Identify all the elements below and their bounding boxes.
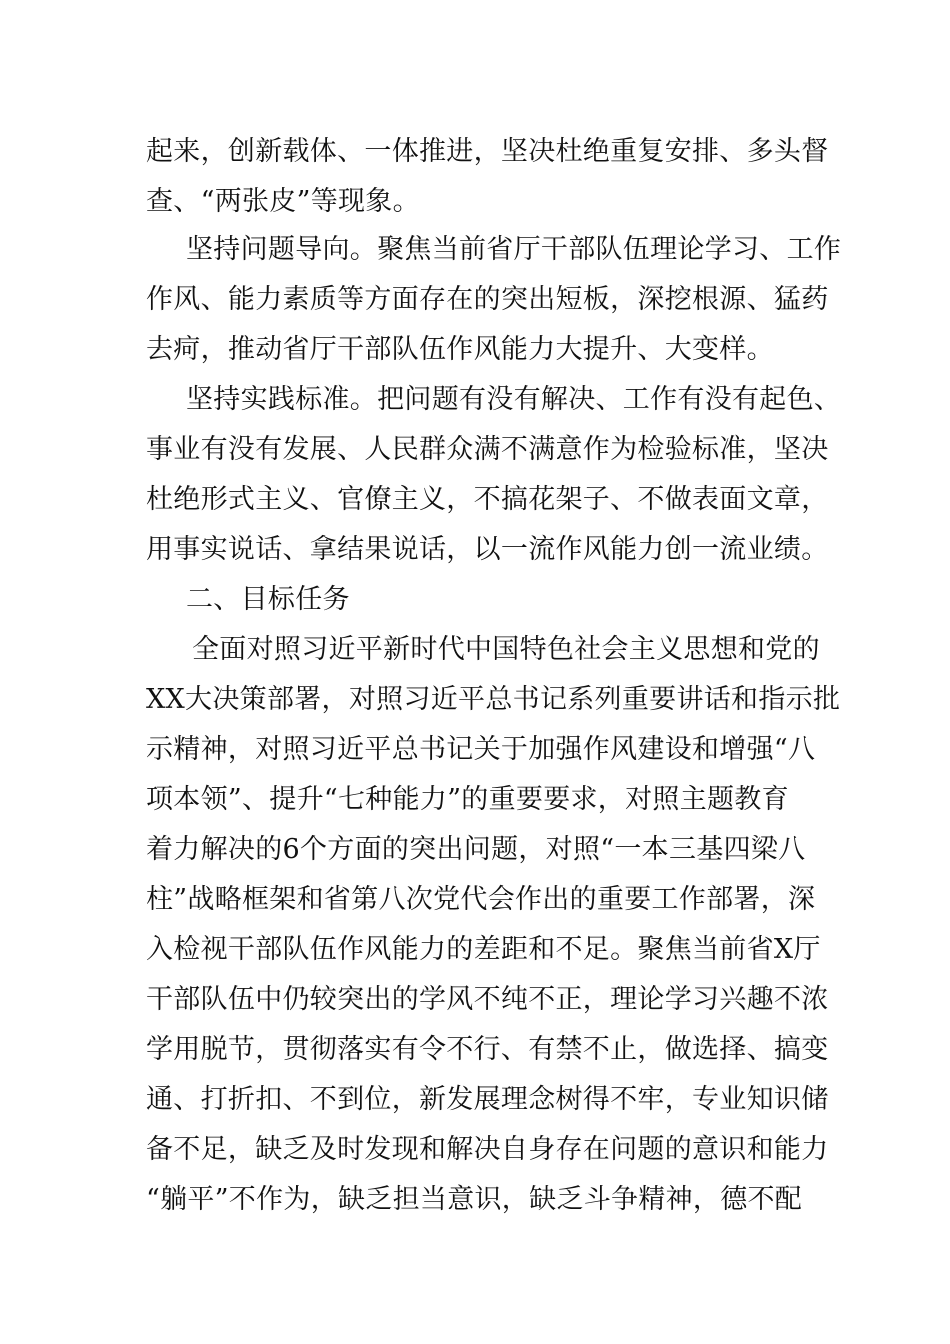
text-line: 备不足，缺乏及时发现和解决自身存在问题的意识和能力 — [146, 1134, 829, 1165]
text-line: 查、“两张皮”等现象。 — [146, 186, 420, 217]
text-line: 事业有没有发展、人民群众满不满意作为检验标准，坚决 — [146, 434, 829, 465]
text-line: 通、打折扣、不到位，新发展理念树得不牢，专业知识储 — [146, 1084, 829, 1115]
text-line: 项本领”、提升“七种能力”的重要要求，对照主题教育 — [146, 784, 789, 815]
text-line: 入检视干部队伍作风能力的差距和不足。聚焦当前省X厅 — [146, 934, 821, 965]
text-line: 去疴，推动省厅干部队伍作风能力大提升、大变样。 — [146, 334, 774, 365]
text-line: 干部队伍中仍较突出的学风不纯不正，理论学习兴趣不浓 — [146, 984, 829, 1015]
text-line: 起来，创新载体、一体推进，坚决杜绝重复安排、多头督 — [146, 136, 829, 167]
text-line: 作风、能力素质等方面存在的突出短板，深挖根源、猛药 — [146, 284, 829, 315]
text-line: 学用脱节，贯彻落实有令不行、有禁不止，做选择、搞变 — [146, 1034, 829, 1065]
section-heading: 二、目标任务 — [186, 584, 350, 615]
text-line: 杜绝形式主义、官僚主义，不搞花架子、不做表面文章， — [146, 484, 829, 515]
paragraph-heading-practice-standard: 坚持实践标准。把问题有没有解决、工作有没有起色、 — [186, 384, 842, 415]
text-line: 全面对照习近平新时代中国特色社会主义思想和党的 — [192, 634, 820, 665]
paragraph-heading-problem-orientation: 坚持问题导向。聚焦当前省厅干部队伍理论学习、工作 — [186, 234, 842, 265]
text-line: XX大决策部署，对照习近平总书记系列重要讲话和指示批 — [146, 684, 841, 715]
text-line: 示精神，对照习近平总书记关于加强作风建设和增强“八 — [146, 734, 816, 765]
text-line: “躺平”不作为，缺乏担当意识，缺乏斗争精神，德不配 — [146, 1184, 803, 1215]
text-line: 着力解决的6个方面的突出问题，对照“一本三基四梁八 — [146, 834, 806, 865]
text-line: 柱”战略框架和省第八次党代会作出的重要工作部署，深 — [146, 884, 816, 915]
text-line: 用事实说话、拿结果说话，以一流作风能力创一流业绩。 — [146, 534, 829, 565]
